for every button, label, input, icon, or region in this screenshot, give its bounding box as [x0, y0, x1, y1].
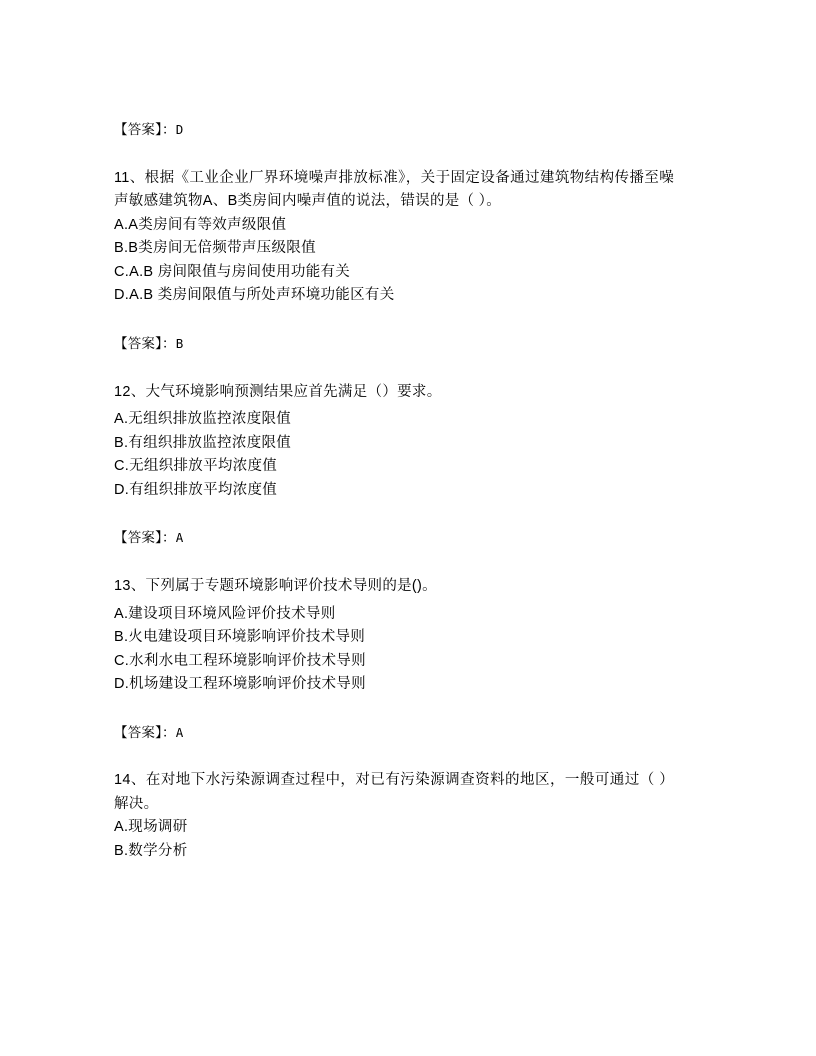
answer-q12 [114, 528, 674, 549]
question-13-option-d: D.机场建设工程环境影响评价技术导则 [114, 676, 366, 693]
question-11 [114, 167, 674, 308]
question-13-option-a: A.建设项目环境风险评价技术导则 [114, 605, 336, 622]
question-14-option-a: A.现场调研 [114, 819, 188, 836]
question-12-option-a: A.无组织排放监控浓度限值 [114, 411, 292, 428]
answer-label: 【答案】： [114, 122, 176, 137]
answer-label: 【答案】： [114, 724, 176, 740]
question-14 [114, 769, 674, 863]
answer-value: A [175, 724, 184, 740]
question-11-option-a: A.A类房间有等效声级限值 [114, 216, 287, 233]
question-11-option-d: D.A.B 类房间限值与所处声环境功能区有关 [114, 287, 395, 304]
answer-label: 【答案】： [114, 335, 176, 351]
question-12-option-b: B.有组织排放监控浓度限值 [114, 434, 292, 451]
question-11-option-b: B.B类房间无倍频带声压级限值 [114, 240, 316, 257]
question-14-option-b: B.数学分析 [114, 842, 188, 859]
question-12 [114, 381, 674, 502]
question-14-stem: 14、在对地下水污染源调查过程中，对已有污染源调查资料的地区，一般可通过（ ）解决。 [114, 772, 674, 812]
answer-value: A [175, 530, 184, 546]
question-13-option-b: B.火电建设项目环境影响评价技术导则 [114, 629, 366, 646]
question-13 [114, 575, 674, 696]
question-12-option-d: D.有组织排放平均浓度值 [114, 481, 278, 498]
answer-q10 [114, 120, 674, 141]
answer-q13 [114, 723, 674, 744]
answer-q11 [114, 334, 674, 355]
answer-value: B [175, 335, 184, 351]
answer-value: D [175, 122, 184, 137]
question-11-stem: 11、根据《工业企业厂界环境噪声排放标准》，关于固定设备通过建筑物结构传播至噪声敏感建筑物A、B类房间内噪声值的说法，错误的是（ ）。 [114, 169, 674, 210]
question-12-stem: 12、大气环境影响预测结果应首先满足（）要求。 [114, 383, 442, 400]
question-13-option-c: C.水利水电工程环境影响评价技术导则 [114, 652, 366, 669]
question-12-option-c: C.无组织排放平均浓度值 [114, 458, 278, 475]
answer-label: 【答案】： [114, 530, 176, 546]
document-content [114, 120, 674, 863]
question-11-option-c: C.A.B 房间限值与房间使用功能有关 [114, 263, 351, 280]
question-13-stem: 13、下列属于专题环境影响评价技术导则的是()。 [114, 578, 437, 595]
